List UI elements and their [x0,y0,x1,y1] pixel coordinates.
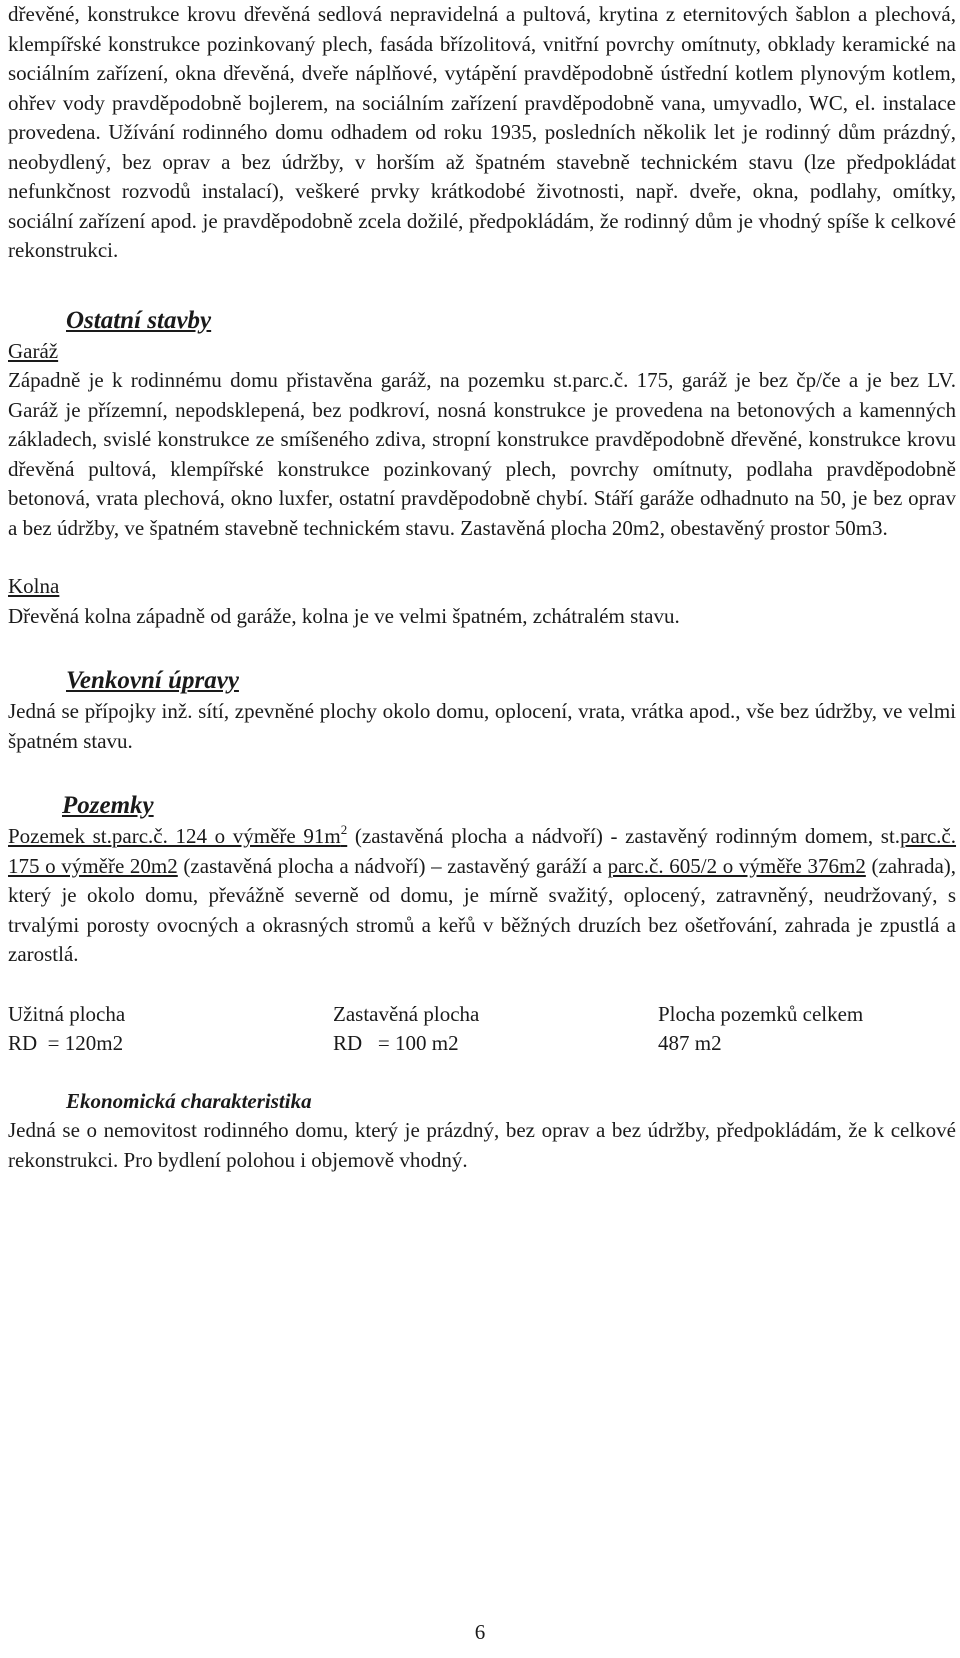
area-summary [8,1000,956,1059]
parcela-605-rest: (zahrada), který je okolo domu, převážně severně od domu, je mírně svažitý, oplocený, zatravněný, neudržovaný, s trvalými porosty ovocných a okrasných stromů a keřů v běžných druzích bez ošetřování, zahrada je zpustlá a zarostlá. [8,853,957,966]
kolna-subheading: Kolna [8,574,60,598]
garaz-paragraph: Západně je k rodinnému domu přistavěna garáž, na pozemku st.parc.č. 175, garáž je bez čp/če a je bez LV. Garáž je přízemní, nepodsklepená, bez podkroví, nosná konstrukce je provedena na betonových a kamenných základech, svislé konstrukce ze smíšeného zdiva, stropní konstrukce pravděpodobně dřevěné, konstrukce krovu dřevěná pultová, klempířské konstrukce pozinkovaný plech, povrchy omítnuty, podlaha pravděpodobně betonová, vrata plechová, okno luxfer, ostatní pravděpodobně chybí. Stáří garáže odhadnuto na 50, je bez oprav a bez údržby, ve špatném stavebně technickém stavu. Zastavěná plocha 20m2, obestavěný prostor 50m3. [8,368,956,540]
venkovni-upravy-heading: Venkovní úpravy [66,667,239,694]
pozemky-paragraph [8,822,956,970]
zastavena-plocha-value: RD = 100 m2 [333,1031,459,1055]
plocha-pozemku-value: 487 m2 [658,1031,722,1055]
kolna-paragraph: Dřevěná kolna západně od garáže, kolna je ve velmi špatném, zchátralém stavu. [8,603,680,628]
zastavena-plocha-label: Zastavěná plocha [333,1001,480,1026]
parcela-175-link: parc.č. 175 o výměře 20m2 [8,824,957,878]
uzitna-plocha-label: Užitná plocha [8,1001,126,1026]
page-number: 6 [474,1620,486,1644]
ekonomicka-heading: Ekonomická charakteristika [66,1088,312,1113]
pozemek-124-text: Pozemek st.parc.č. 124 o výměře 91m [8,824,341,848]
pozemek-124-link [8,824,347,848]
intro-text-a: dřevěné, konstrukce krovu dřevěná sedlová nepravidelná a pultová, krytina z eternitových šablon a plechová, klempířské konstrukce pozinkovaný plech, fasáda břízolitová, vnitřní povrchy omítnuty, obklady keramické na sociálním zařízení, okna dřevěná, dveře náplňové, vytápění pravděpodobně ústřední kotlem plynovým kotlem, ohřev vody pravděpodobně bojlerem, na sociálním zařízení pravděpodobně vana, umyvadlo, WC, el. instalace provedena. [8,2,956,144]
intro-text-b: Užívání rodinného domu odhadem od roku 1935, posledních několik let je rodinný dům prázdný, neobydlený, bez oprav a bez údržby, v horším až špatném stavebně technickém stavu (lze předpokládat nefunkčnost rozvodů instalací), veškeré prvky krátkodobé životnosti, např. dveře, okna, podlahy, omítky, sociální zařízení apod. je pravděpodobně zcela dožilé, předpokládám, že rodinný dům je vhodný spíše k celkové rekonstrukci. [8,120,957,262]
ostatni-stavby-heading: Ostatní stavby [66,306,212,334]
parcela-605-link: parc.č. 605/2 o výměře 376m2 [607,853,866,878]
intro-paragraph [8,0,956,266]
document-page [8,0,956,1175]
parcela-175-rest: (zastavěná plocha a nádvoří) – zastavěný garáží a [177,853,608,878]
uzitna-plocha-value: RD = 120m2 [8,1031,124,1055]
ekonomicka-paragraph: Jedná se o nemovitost rodinného domu, který je prázdný, bez oprav a bez údržby, předpokládám, že k celkové rekonstrukci. Pro bydlení polohou i objemově vhodný. [8,1118,956,1172]
superscript-2: 2 [340,822,348,837]
venkovni-paragraph: Jedná se přípojky inž. sítí, zpevněné plochy okolo domu, oplocení, vrata, vrátka apod., vše bez údržby, ve velmi špatném stavu. [8,699,956,753]
plocha-pozemku-label: Plocha pozemků celkem [658,1001,864,1026]
pozemek-124-rest: (zastavěná plocha a nádvoří) - zastavěný rodinným domem, st. [347,824,901,848]
pozemky-heading: Pozemky [62,792,154,819]
garaz-subheading: Garáž [8,338,59,363]
